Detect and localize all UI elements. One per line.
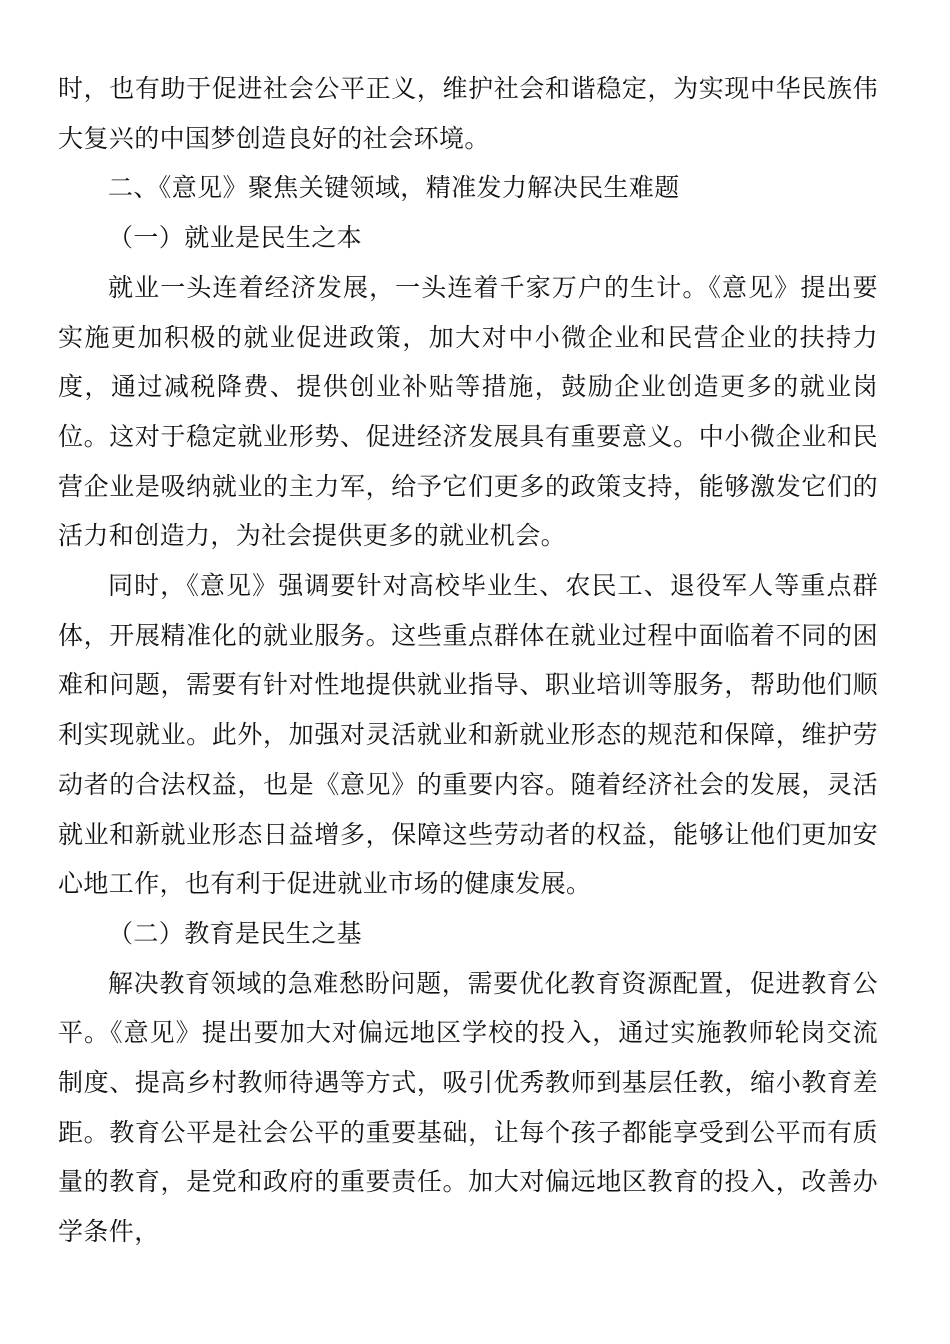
- section-heading: 二、《意见》聚焦关键领域，精准发力解决民生难题: [108, 173, 680, 203]
- document-body: [58, 64, 878, 1257]
- paragraph-education-1: 解决教育领域的急难愁盼问题，需要优化教育资源配置，促进教育公平。《意见》提出要加大对偏远地区学校的投入，通过实施教师轮岗交流制度、提高乡村教师待遇等方式，吸引优秀教师到基层任教，缩小教育差距。教育公平是社会公平的重要基础，让每个孩子都能享受到公平而有质量的教育，是党和政府的重要责任。加大对偏远地区教育的投入，改善办学条件，: [58, 968, 878, 1247]
- paragraph-employment-2: 同时，《意见》强调要针对高校毕业生、农民工、退役军人等重点群体，开展精准化的就业服务。这些重点群体在就业过程中面临着不同的困难和问题，需要有针对性地提供就业指导、职业培训等服务，帮助他们顺利实现就业。此外，加强对灵活就业和新就业形态的规范和保障，维护劳动者的合法权益，也是《意见》的重要内容。随着经济社会的发展，灵活就业和新就业形态日益增多，保障这些劳动者的权益，能够让他们更加安心地工作，也有利于促进就业市场的健康发展。: [58, 571, 878, 899]
- paragraph-continuation: 时，也有助于促进社会公平正义，维护社会和谐稳定，为实现中华民族伟大复兴的中国梦创造良好的社会环境。: [58, 74, 878, 153]
- paragraph-employment-1: 就业一头连着经济发展，一头连着千家万户的生计。《意见》提出要实施更加积极的就业促进政策，加大对中小微企业和民营企业的扶持力度，通过减税降费、提供创业补贴等措施，鼓励企业创造更多的就业岗位。这对于稳定就业形势、促进经济发展具有重要意义。中小微企业和民营企业是吸纳就业的主力军，给予它们更多的政策支持，能够激发它们的活力和创造力，为社会提供更多的就业机会。: [58, 272, 878, 551]
- subsection-heading-employment: （一）就业是民生之本: [108, 223, 363, 253]
- subsection-heading-education: （二）教育是民生之基: [108, 918, 363, 948]
